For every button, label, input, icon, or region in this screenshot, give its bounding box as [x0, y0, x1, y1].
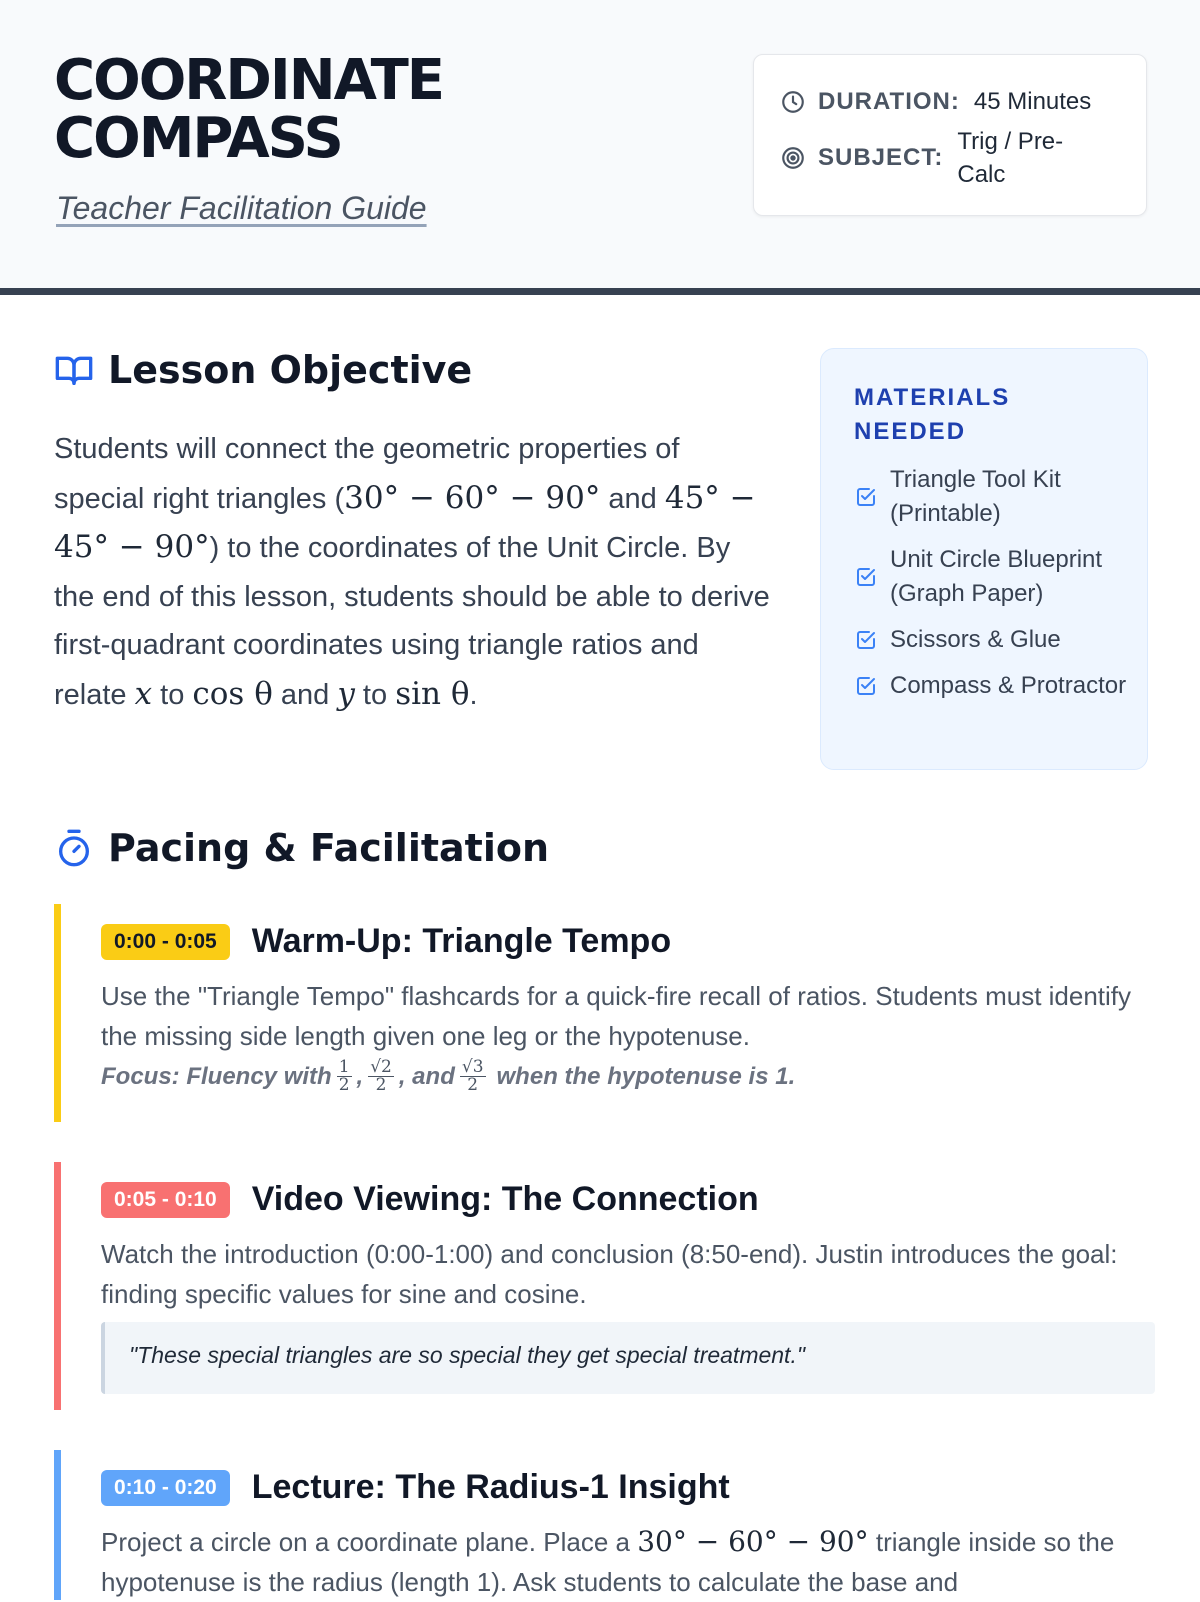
fraction-denominator: 2	[467, 1075, 479, 1095]
math-expression: cos θ	[192, 675, 273, 712]
pacing-block-warmup	[54, 904, 1148, 1122]
fraction	[460, 1059, 486, 1094]
list-item	[854, 669, 1139, 703]
subject-label: SUBJECT:	[818, 144, 944, 171]
objective-text-part: to	[354, 678, 396, 711]
math-expression: 30° − 60° − 90°	[637, 1525, 869, 1558]
fraction-numerator: √2	[370, 1057, 392, 1077]
block-header	[101, 1468, 730, 1507]
subject-row	[780, 125, 1077, 191]
fraction	[368, 1059, 394, 1094]
checkbox-icon	[854, 565, 878, 589]
checkbox-icon	[854, 628, 878, 652]
time-badge: 0:05 - 0:10	[101, 1182, 230, 1218]
objective-text-part: .	[469, 678, 478, 711]
objective-title: Lesson Objective	[108, 348, 473, 392]
fraction-numerator: 1	[338, 1057, 350, 1077]
block-text-part: triangle inside so the hypotenuse is the radius (length 1). Ask students to calculate the base and	[101, 1527, 1115, 1597]
pacing-block-video	[54, 1162, 1148, 1410]
focus-suffix: when the hypotenuse is 1.	[496, 1062, 796, 1090]
book-icon	[54, 350, 94, 390]
material-label: Compass & Protractor	[890, 672, 1127, 699]
objective-text-part: to	[152, 678, 193, 711]
block-text-part: Project a circle on a coordinate plane. Place a	[101, 1527, 638, 1557]
focus-note	[101, 1059, 795, 1094]
doc-title	[54, 48, 444, 171]
math-expression: sin θ	[395, 675, 470, 712]
meta-card	[753, 54, 1147, 216]
material-label: Scissors & Glue	[890, 626, 1061, 653]
focus-separator: , and	[398, 1062, 455, 1090]
math-variable: x	[134, 675, 153, 712]
pacing-block-lecture	[54, 1450, 1148, 1600]
target-icon	[780, 145, 806, 171]
fraction-denominator: 2	[338, 1075, 350, 1095]
quote-box: "These special triangles are so special they get special treatment."	[101, 1322, 1155, 1394]
duration-value: 45 Minutes	[973, 88, 1092, 115]
doc-title-line1: COORDINATE	[54, 48, 444, 113]
duration-row	[780, 85, 1091, 118]
duration-label: DURATION:	[818, 87, 960, 115]
fraction	[337, 1059, 352, 1094]
math-expression: 45° − 45° − 90°	[54, 479, 756, 565]
page-header	[0, 0, 1200, 295]
objective-text	[54, 425, 774, 719]
clock-icon	[780, 89, 806, 115]
objective-text-part: ) to the coordinates of the Unit Circle. By the end of this lesson, students should be able to derive first-quadrant coordinates using triangle ratios and relate	[54, 532, 770, 711]
math-variable: y	[337, 675, 355, 712]
focus-prefix: Focus: Fluency with	[101, 1062, 332, 1090]
material-label: Unit Circle Blueprint (Graph Paper)	[890, 546, 1103, 607]
block-header	[101, 922, 671, 961]
objective-heading	[54, 348, 472, 392]
block-title: Lecture: The Radius-1 Insight	[251, 1468, 730, 1506]
block-text	[101, 1522, 1151, 1602]
materials-card	[820, 348, 1148, 770]
list-item	[854, 623, 1139, 657]
list-item	[854, 463, 1139, 531]
pacing-title: Pacing & Facilitation	[108, 826, 550, 870]
objective-text-part: and	[272, 678, 338, 711]
subject-value: Trig / Pre-Calc	[957, 128, 1064, 188]
doc-subtitle: Teacher Facilitation Guide	[56, 190, 427, 226]
block-text: Use the "Triangle Tempo" flashcards for a quick-fire recall of ratios. Students must identify the missing side length given one leg or the hypotenuse.	[101, 981, 1132, 1051]
materials-list	[854, 463, 1139, 715]
checkbox-icon	[854, 674, 878, 698]
stopwatch-icon	[54, 828, 94, 868]
focus-separator: ,	[356, 1062, 364, 1090]
math-expression: 30° − 60° − 90°	[344, 479, 601, 516]
block-title: Warm-Up: Triangle Tempo	[251, 922, 672, 960]
material-label: Triangle Tool Kit (Printable)	[890, 466, 1061, 527]
block-header	[101, 1180, 759, 1219]
checkbox-icon	[854, 485, 878, 509]
fraction-numerator: √3	[461, 1057, 484, 1077]
materials-title: MATERIALS NEEDED	[854, 384, 1011, 445]
block-title: Video Viewing: The Connection	[251, 1180, 759, 1218]
pacing-heading	[54, 826, 549, 870]
objective-text-part: Students will connect the geometric properties of special right triangles (	[54, 433, 680, 515]
objective-text-part: and	[600, 482, 665, 515]
time-badge: 0:10 - 0:20	[101, 1470, 230, 1506]
list-item	[854, 543, 1139, 611]
fraction-denominator: 2	[375, 1075, 387, 1095]
doc-title-line2: COMPASS	[54, 106, 342, 171]
time-badge: 0:00 - 0:05	[101, 924, 230, 960]
block-text: Watch the introduction (0:00-1:00) and conclusion (8:50-end). Justin introduces the goal: finding specific values for sine and cosine.	[101, 1239, 1118, 1309]
